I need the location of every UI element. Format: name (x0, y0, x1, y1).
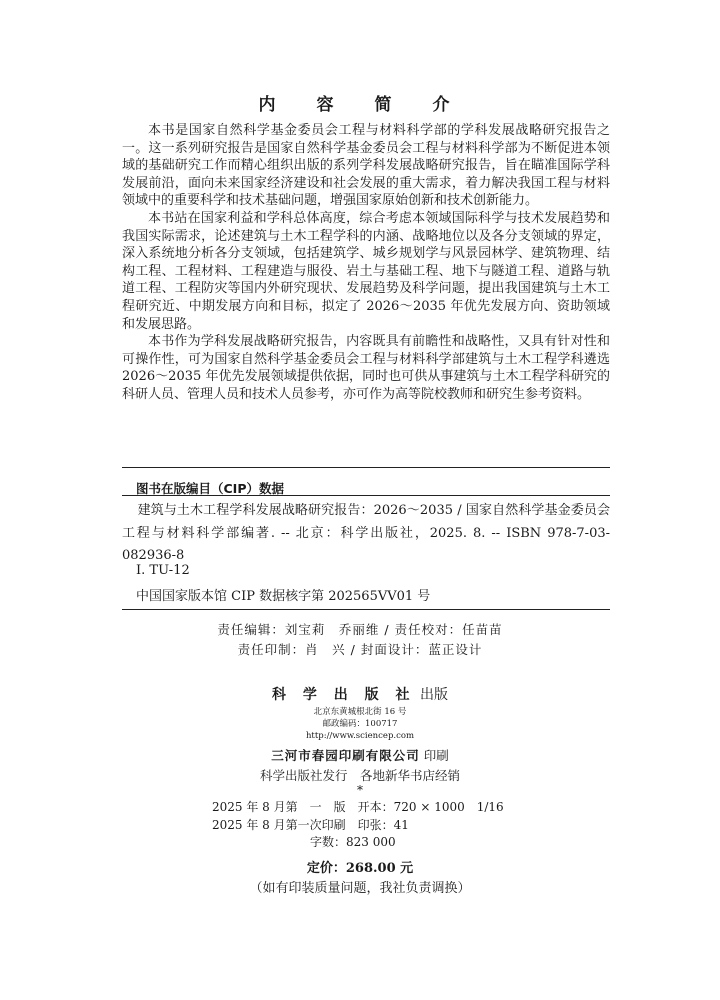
price-line (0, 857, 720, 876)
spec-printing: 2025 年 8 月第一次印刷 印张：41 (212, 817, 409, 832)
summary-paragraph-3: 本书作为学科发展战略研究报告，内容既具有前瞻性和战略性，又具有针对性和可操作性，可为国家自然科学基金委员会工程与材料科学部建筑与土木工程学科遴选 2026～2035 年优先发展领域提供依据，同时也可供从事建筑与土木工程学科研究的科研人员、管理人员和技术人员参考，亦可作为高等院校教师和研究生参考资料。 (122, 334, 610, 402)
summary-heading: 内 容 简 介 (258, 95, 462, 115)
cip-entry: 建筑与土木工程学科发展战略研究报告：2026～2035 / 国家自然科学基金委员会工程与材料科学部编著. -- 北京：科学出版社，2025. 8. -- ISBN 978-7-03-082936-8 (122, 503, 610, 563)
quality-note: （如有印装质量问题，我社负责调换） (249, 881, 471, 896)
cip-heading-rule (122, 495, 610, 496)
printer-name: 三河市春园印刷有限公司 (271, 748, 420, 763)
publisher-line (0, 684, 720, 704)
cip-check-number: 中国国家版本馆 CIP 数据核字第 202565VV01 号 (136, 589, 431, 604)
price-value: 268.00 元 (345, 861, 414, 876)
price-label: 定价： (306, 861, 346, 876)
summary-body (122, 122, 610, 404)
printer-line (0, 746, 720, 764)
publisher-logo: 科 学 出 版 社 (272, 687, 416, 703)
spec-wordcount: 字数：823 000 (310, 835, 396, 849)
printer-suffix: 印刷 (423, 748, 449, 763)
summary-paragraph-2: 本书站在国家利益和学科总体高度，综合考虑本领域国际科学与技术发展趋势和我国实际需求，论述建筑与土木工程学科的内涵、战略地位以及各分支领域的界定，深入系统地分析各分支领域，包括建筑学、城乡规划学与风景园林学、建筑物理、结构工程、工程材料、工程建造与服役、岩土与基础工程、地下与隧道工程、道路与轨道工程、工程防灾等国内外研究现状、发展趋势及科学问题，提出我国建筑与土木工程研究近、中期发展方向和目标，拟定了 2026～2035 年优先发展方向、资助领域和发展思路。 (122, 210, 610, 332)
cip-heading: 图书在版编目（CIP）数据 (136, 481, 284, 496)
summary-paragraph-1: 本书是国家自然科学基金委员会工程与材料科学部的学科发展战略研究报告之一。这一系列研究报告是国家自然科学基金委员会工程与材料科学部为不断促进本领域的基础研究工作而精心组织出版的系列学科发展战略研究报告，旨在瞄准国际学科发展前沿，面向未来国家经济建设和社会发展的重大需求，着力解决我国工程与材料领域中的重要科学和技术基础问题，增强国家原始创新和技术创新能力。 (122, 123, 610, 209)
cip-bottom-rule (122, 609, 610, 610)
publisher-postcode: 邮政编码：100717 (322, 719, 398, 729)
separator-star: * (357, 783, 363, 797)
cip-top-rule (122, 467, 610, 468)
publisher-address: 北京东黄城根北街 16 号 (313, 707, 407, 717)
credits-line-1: 责任编辑：刘宝莉 乔丽维 / 责任校对：任苗苗 (217, 622, 503, 637)
cip-classification: Ⅰ. TU-12 (136, 563, 190, 578)
credits-line-2: 责任印制：肖 兴 / 封面设计：蓝正设计 (237, 642, 483, 657)
spec-edition: 2025 年 8 月第 一 版 开本：720 × 1000 1/16 (212, 800, 504, 814)
publisher-suffix: 出版 (419, 687, 448, 703)
spec-table (212, 799, 504, 852)
publisher-url: http://www.sciencep.com (305, 731, 415, 741)
distribution-line: 科学出版社发行 各地新华书店经销 (259, 768, 460, 783)
